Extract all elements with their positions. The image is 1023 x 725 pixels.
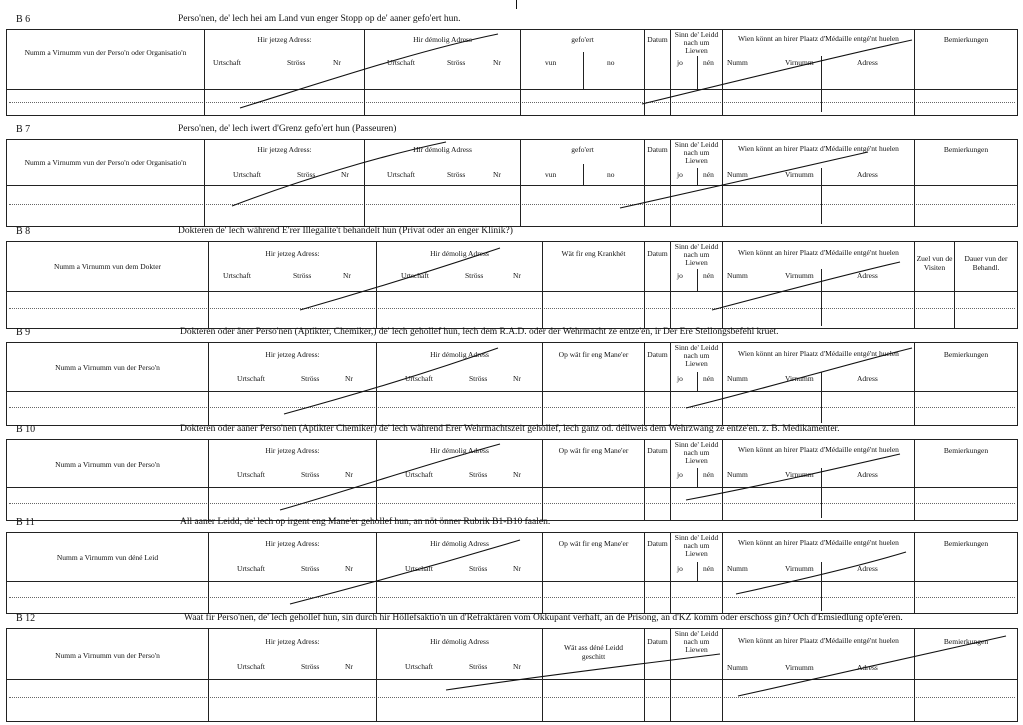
section-table: Numm a Virnumm vun der Perso'n Hir jetzeg Adress: Urtschaft Ströss Nr Hir démolig Adress Urtschaft Ströss Nr Op wät fir eng Mane'er Datum Sinn de' Leidd nach um Liewen jo nén Wien könnt an hirer Plaatz d'Médaille entgé'nt huelen Numm Virnumm Adress Bemierkungen (6, 440, 1018, 521)
section-b9 (6, 327, 1018, 426)
section-code: B 9 (16, 327, 31, 338)
section-code: B 8 (16, 226, 31, 237)
section-header (6, 424, 1018, 440)
section-b10 (6, 424, 1018, 521)
section-code: B 10 (16, 424, 36, 435)
section-title: Dokteren oder aaner Perso'nen (Aptikter Chemiker) de' lech während Erer Wehrmachtszeit gehollef, lech ganz od. déllweis dem Wehrzwang ze entze'en. z. B. Medikamenter. (180, 424, 840, 434)
section-b12 (6, 613, 1018, 722)
section-title: All aaner Leidd, de' lech op irgent eng Mane'er gehollef hun, an nöt önner Rubrik B1-B10 faalen. (180, 517, 551, 527)
section-table: Numm a Virnumm vun dem Dokter Hir jetzeg Adress: Urtschaft Ströss Nr Hir démolig Adress Urtschaft Ströss Nr Wät fir eng Krankhét Datum Sinn de' Leidd nach um Liewen jo nén Wien könnt an hirer Plaatz d'Médaille entgé'nt huelen Numm Virnumm Adress Zuel vun de Visiten Dauer vun der Behandl. (6, 242, 1018, 329)
section-table: Numm a Virnumm vun der Perso'n oder Organisatio'n Hir jetzeg Adress: Urtschaft Ströss Nr Hir démolig Adress Urtschaft Ströss Nr gefo'ert vun no Datum Sinn de' Leidd nach um Liewen jo nén Wien könnt an hirer Plaatz d'Médaille entgé'nt huelen Numm Virnumm Adress Bemierkungen (6, 30, 1018, 116)
section-table: Numm a Virnumm vun der Perso'n oder Organisatio'n Hir jetzeg Adress: Urtschaft Ströss Nr Hir démolig Adress Urtschaft Ströss Nr gefo'ert vun no Datum Sinn de' Leidd nach um Liewen jo nén Wien könnt an hirer Plaatz d'Médaille entgé'nt huelen Numm Virnumm Adress Bemierkungen (6, 140, 1018, 227)
name-header: Numm a Virnumm vun der Perso'n oder Organisatio'n (24, 48, 187, 57)
top-tick (516, 0, 517, 9)
section-header (6, 14, 1018, 30)
section-title: Perso'nen, de' lech hei am Land vun enger Stopp op de' aaner gefo'ert hun. (178, 14, 461, 24)
section-title: Waat fir Perso'nen, de' lech gehollef hun, sin durch hir Höllefsaktio'n un d'Refraktären vom Okkupant verhaft, an de Prisong, an d'KZ komm oder erschoss gin? Och d'Emsiedlung opfe'eren. (184, 613, 903, 623)
section-b8 (6, 226, 1018, 329)
name-header: Numm a Virnumm vun dem Dokter (53, 262, 162, 271)
name-header: Numm a Virnumm vun der Perso'n (55, 651, 160, 660)
section-header (6, 226, 1018, 242)
section-b7 (6, 124, 1018, 227)
section-table: Numm a Virnumm vun der Perso'n Hir jetzeg Adress: Urtschaft Ströss Nr Hir démolig Adress Urtschaft Ströss Nr Op wät fir eng Mane'er Datum Sinn de' Leidd nach um Liewen jo nén Wien könnt an hirer Plaatz d'Médaille entgé'nt huelen Numm Virnumm Adress Bemierkungen (6, 343, 1018, 426)
section-b6 (6, 14, 1018, 116)
section-code: B 11 (16, 517, 35, 528)
section-header (6, 327, 1018, 343)
section-table: Numm a Virnumm vun der Perso'n Hir jetzeg Adress: Urtschaft Ströss Nr Hir démolig Adress Urtschaft Ströss Nr Wät ass déné Leidd geschitt Datum Sinn de' Leidd nach um Liewen Wien könnt an hirer Plaatz d'Médaille entgé'nt huelen Numm Virnumm Adress Bemierkungen (6, 629, 1018, 722)
name-header: Numm a Virnumm vun der Perso'n (55, 460, 160, 469)
section-b11 (6, 517, 1018, 614)
section-code: B 12 (16, 613, 36, 624)
section-title: Perso'nen, de' lech iwert d'Grenz gefo'ert hun (Passeuren) (178, 124, 397, 134)
section-code: B 6 (16, 14, 31, 25)
name-header: Numm a Virnumm vun déné Leid (56, 553, 159, 562)
section-header (6, 124, 1018, 140)
section-title: Dokteren oder äner Perso'nen (Aptikter, Chemiker,) de' lech gehollef hun, lech dem R.A.D. oder der Wehrmacht ze entze'en, ir Der Ere Stellongsbefehl kruet. (180, 327, 779, 337)
name-header: Numm a Virnumm vun der Perso'n (55, 363, 160, 372)
section-code: B 7 (16, 124, 31, 135)
section-header (6, 613, 1018, 629)
section-title: Dokteren de' lech während E'rer Illegalite't behandelt hun (Privat oder an enger Klinik?) (178, 226, 513, 236)
section-header (6, 517, 1018, 533)
name-header: Numm a Virnumm vun der Perso'n oder Organisatio'n (24, 158, 187, 167)
section-table: Numm a Virnumm vun déné Leid Hir jetzeg Adress: Urtschaft Ströss Nr Hir démolig Adress Urtschaft Ströss Nr Op wät fir eng Mane'er Datum Sinn de' Leidd nach um Liewen jo nén Wien könnt an hirer Plaatz d'Médaille entgé'nt huelen Numm Virnumm Adress Bemierkungen (6, 533, 1018, 614)
